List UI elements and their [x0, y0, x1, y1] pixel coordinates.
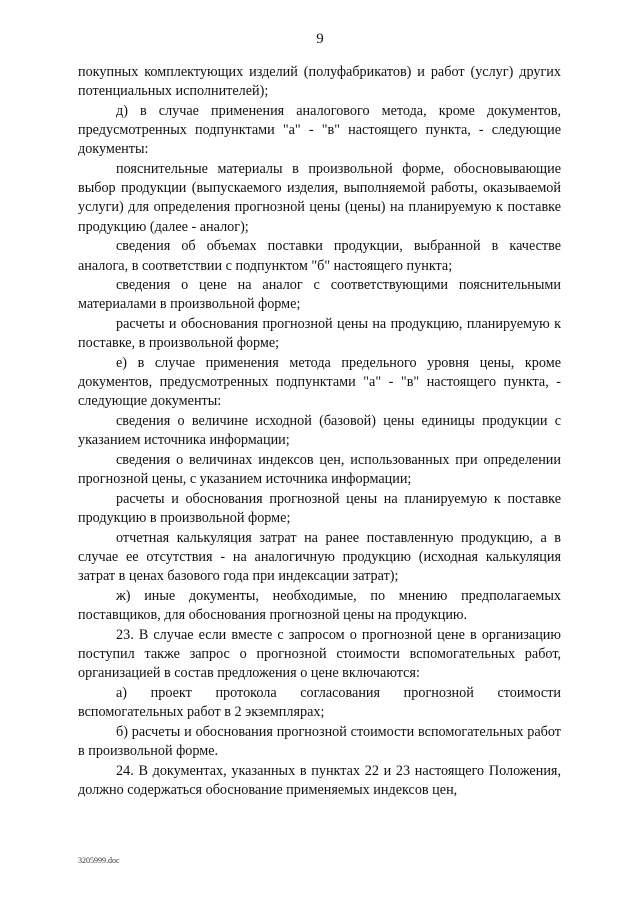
- paragraph-12: 23. В случае если вместе с запросом о прогнозной цене в организацию поступил также запрос о прогнозной стоимости вспомогательных работ, организацией в состав предложения о цене включаются:: [78, 626, 561, 682]
- paragraph-14: б) расчеты и обоснования прогнозной стоимости вспомогательных работ в произвольной форме.: [78, 723, 561, 760]
- paragraph-13: а) проект протокола согласования прогнозной стоимости вспомогательных работ в 2 экземплярах;: [78, 685, 561, 721]
- document-footer-filename: 3205999.doc: [78, 856, 120, 865]
- page-number: 9: [316, 31, 324, 47]
- paragraph-10: отчетная калькуляция затрат на ранее поставленную продукцию, а в случае ее отсутствия - на аналогичную продукцию (исходная калькуляция затрат в ценах базового года при индексации затрат);: [78, 529, 561, 585]
- paragraph-5: расчеты и обоснования прогнозной цены на продукцию, планируемую к поставке, в произвольной форме;: [78, 316, 561, 352]
- paragraph-9: расчеты и обоснования прогнозной цены на планируемую к поставке продукцию в произвольной форме;: [78, 490, 561, 527]
- paragraph-3: сведения об объемах поставки продукции, выбранной в качестве аналога, в соответствии с подпунктом "б" настоящего пункта;: [78, 238, 561, 274]
- paragraph-7: сведения о величине исходной (базовой) цены единицы продукции с указанием источника информации;: [78, 413, 561, 449]
- paragraph-4: сведения о цене на аналог с соответствующими пояснительными материалами в произвольной форме;: [78, 277, 561, 313]
- paragraph-15: 24. В документах, указанных в пунктах 22 и 23 настоящего Положения, должно содержаться обоснование применяемых индексов цен,: [78, 762, 561, 799]
- document-body: [78, 63, 561, 800]
- paragraph-6: е) в случае применения метода предельного уровня цены, кроме документов, предусмотренных подпунктами "а" - "в" настоящего пункта, - следующие документы:: [78, 355, 561, 410]
- paragraph-1: д) в случае применения аналогового метода, кроме документов, предусмотренных подпунктами "а" - "в" настоящего пункта, - следующие документы:: [78, 102, 561, 158]
- paragraph-8: сведения о величинах индексов цен, использованных при определении прогнозной цены, с указанием источника информации;: [78, 452, 561, 488]
- paragraph-11: ж) иные документы, необходимые, по мнению предполагаемых поставщиков, для обоснования прогнозной цены на продукцию.: [78, 587, 561, 624]
- paragraph-0: покупных комплектующих изделий (полуфабрикатов) и работ (услуг) других потенциальных исполнителей);: [78, 64, 561, 100]
- paragraph-2: пояснительные материалы в произвольной форме, обосновывающие выбор продукции (выпускаемого изделия, выполняемой работы, оказываемой услуги) для определения прогнозной цены (цены) на планируемую к поставке продукцию (далее - аналог);: [78, 161, 561, 235]
